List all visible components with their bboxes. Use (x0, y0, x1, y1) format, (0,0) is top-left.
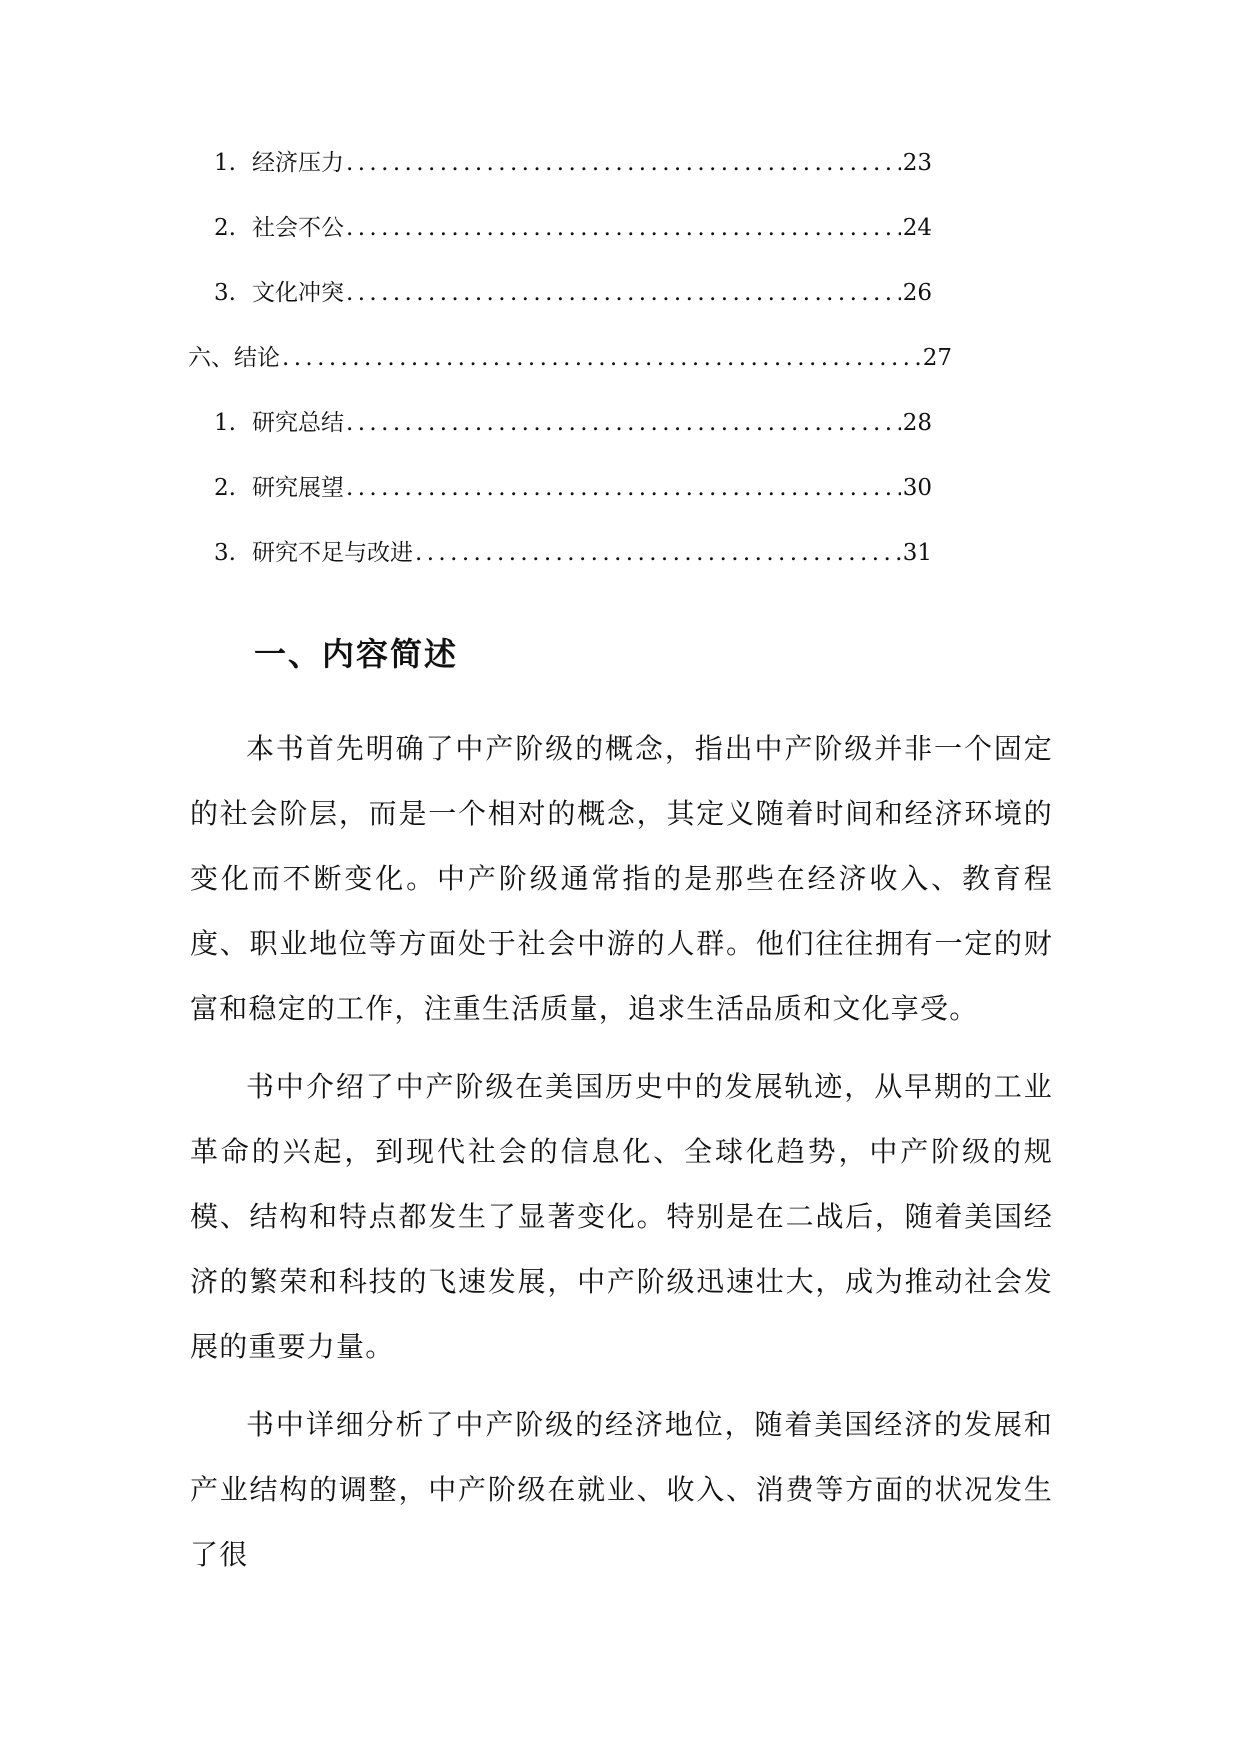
toc-entry-page: 23 (902, 150, 932, 176)
toc-entry-page: 26 (902, 280, 932, 306)
toc-entry-page: 28 (902, 410, 932, 436)
section-body (190, 716, 1053, 1600)
toc-entry-number: 1. (214, 410, 236, 436)
toc-entry-number: 3. (214, 540, 236, 566)
toc-dot-leader (282, 343, 921, 373)
toc-dot-leader (346, 278, 901, 308)
toc-entry[interactable] (188, 148, 932, 213)
toc-entry[interactable] (188, 408, 932, 473)
toc-entry-title: 研究总结 (252, 410, 344, 436)
toc-entry-chapter[interactable] (188, 343, 952, 408)
toc-entry-title: 六、结论 (188, 345, 280, 371)
toc-entry-page: 31 (902, 540, 932, 566)
table-of-contents (188, 148, 960, 603)
toc-dot-leader (415, 538, 901, 568)
body-paragraph: 书中介绍了中产阶级在美国历史中的发展轨迹，从早期的工业革命的兴起，到现代社会的信息化、全球化趋势，中产阶级的规模、结构和特点都发生了显著变化。特别是在二战后，随着美国经济的繁荣和科技的飞速发展，中产阶级迅速壮大，成为推动社会发展的重要力量。 (190, 1070, 1053, 1363)
toc-entry-title: 社会不公 (252, 215, 344, 241)
toc-entry[interactable] (188, 538, 932, 603)
toc-entry-title: 文化冲突 (252, 280, 344, 306)
toc-entry-number: 1. (214, 150, 236, 176)
toc-entry-number: 2. (214, 215, 236, 241)
body-paragraph: 本书首先明确了中产阶级的概念，指出中产阶级并非一个固定的社会阶层，而是一个相对的概念，其定义随着时间和经济环境的变化而不断变化。中产阶级通常指的是那些在经济收入、教育程度、职业地位等方面处于社会中游的人群。他们往往拥有一定的财富和稳定的工作，注重生活质量，追求生活品质和文化享受。 (190, 732, 1053, 1025)
toc-entry-title: 经济压力 (252, 150, 344, 176)
toc-entry-page: 30 (902, 475, 932, 501)
section-heading: 一、内容简述 (254, 635, 459, 673)
toc-entry-title: 研究展望 (252, 475, 344, 501)
toc-entry-number: 3. (214, 280, 236, 306)
toc-entry-page: 24 (902, 215, 932, 241)
toc-entry[interactable] (188, 213, 932, 278)
toc-dot-leader (346, 408, 901, 438)
toc-dot-leader (346, 473, 901, 503)
toc-dot-leader (346, 148, 901, 178)
toc-entry-page: 27 (922, 345, 952, 371)
toc-entry-title: 研究不足与改进 (252, 540, 413, 566)
toc-entry-number: 2. (214, 475, 236, 501)
toc-entry[interactable] (188, 278, 932, 343)
toc-entry[interactable] (188, 473, 932, 538)
body-paragraph: 书中详细分析了中产阶级的经济地位，随着美国经济的发展和产业结构的调整，中产阶级在就业、收入、消费等方面的状况发生了很 (190, 1408, 1053, 1571)
toc-dot-leader (346, 213, 901, 243)
